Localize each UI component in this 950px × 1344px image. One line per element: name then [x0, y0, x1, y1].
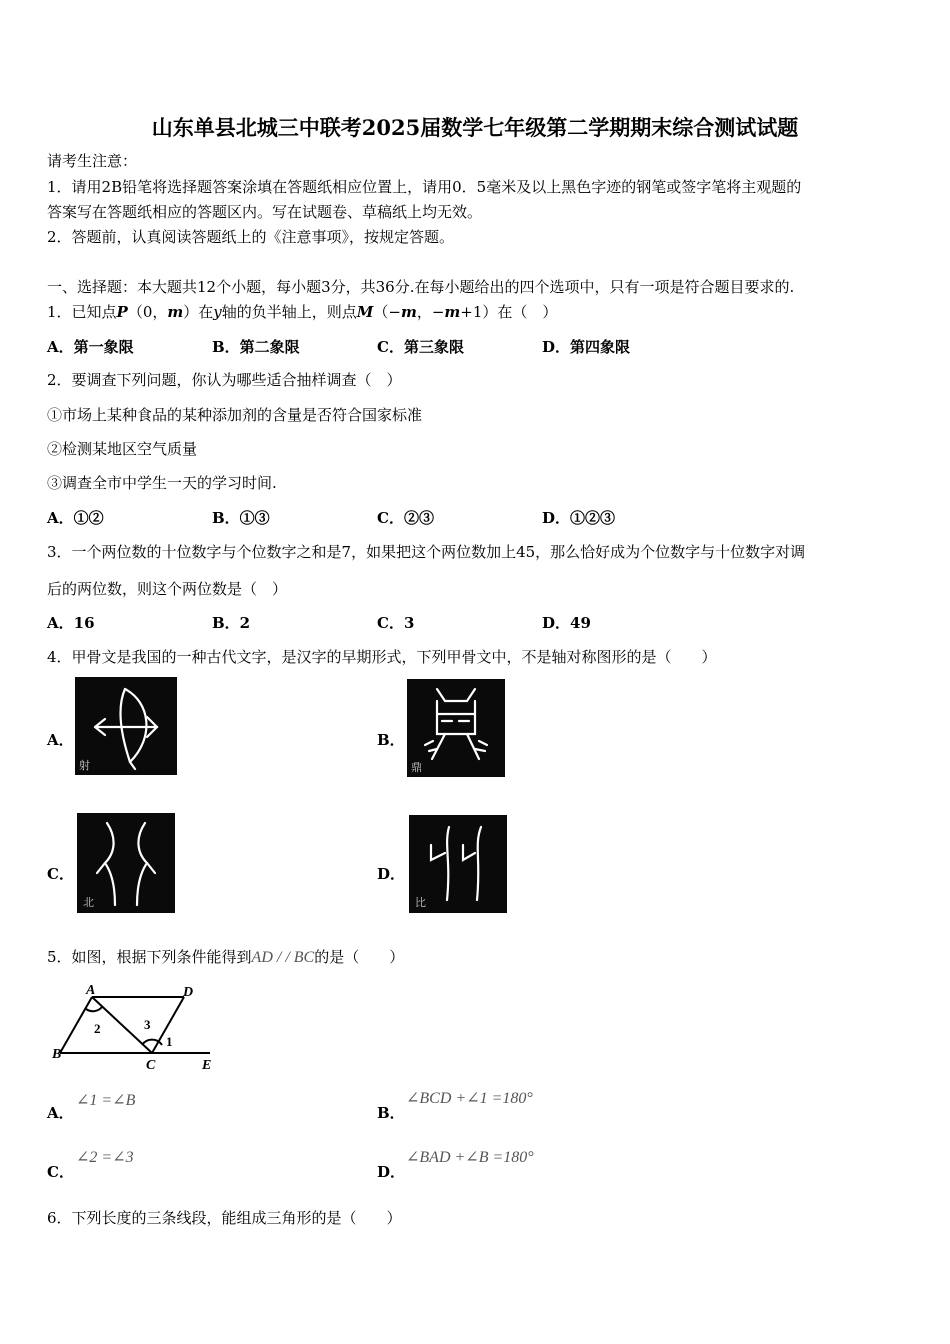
section-heading: 一、选择题：本大题共12个小题，每小题3分，共36分.在每小题给出的四个选项中，只有一项是符合题目要求的. — [47, 278, 795, 296]
q4-option-d-caption: 比 — [415, 896, 426, 909]
q1-text: 1．已知点 — [47, 303, 117, 321]
bow-arrow-glyph-icon — [75, 677, 177, 775]
q5-option-a[interactable]: ∠1 =∠B — [76, 1092, 136, 1109]
label-angle-2: 2 — [94, 1021, 101, 1036]
q5-option-b-label[interactable]: B． — [377, 1104, 405, 1122]
q2-option-a[interactable]: A．①② — [47, 509, 104, 527]
q1-option-d[interactable]: D．第四象限 — [542, 338, 631, 356]
q2-option-c[interactable]: C．②③ — [377, 509, 434, 527]
q1-text: +1）在（ ） — [460, 303, 558, 321]
q5-expression: AD / / BC — [251, 949, 315, 966]
q1-var-p: P — [116, 303, 128, 321]
q2-option-b[interactable]: B．①③ — [212, 509, 270, 527]
question-2-stem: 2．要调查下列问题，你认为哪些适合抽样调查（ ） — [47, 371, 402, 389]
q1-var-m-point: M — [356, 303, 374, 321]
q1-var-y: y — [213, 303, 222, 321]
q1-text: （0， — [127, 303, 168, 321]
q1-text: 轴的负半轴上，则点 — [221, 303, 357, 321]
question-5-stem — [47, 947, 404, 968]
q4-option-d-oracle-image[interactable] — [409, 815, 507, 913]
q5-text: 5．如图，根据下列条件能得到 — [47, 948, 252, 966]
question-4-stem: 4．甲骨文是我国的一种古代文字，是汉字的早期形式，下列甲骨文中，不是轴对称图形的是（ ） — [47, 648, 717, 666]
angle-2-arc — [86, 1007, 102, 1011]
q1-option-c[interactable]: C．第三象限 — [377, 338, 464, 356]
q4-option-a-caption: 射 — [79, 759, 90, 772]
q1-option-b[interactable]: B．第二象限 — [212, 338, 300, 356]
q5-option-b[interactable]: ∠BCD +∠1 =180° — [406, 1090, 533, 1107]
question-1-stem — [47, 302, 557, 322]
q4-option-a-oracle-image[interactable] — [75, 677, 177, 775]
q1-text: （− — [373, 303, 401, 321]
page-title: 山东单县北城三中联考2025届数学七年级第二学期期末综合测试试题 — [151, 115, 799, 140]
q2-item-3: ③调查全市中学生一天的学习时间. — [47, 474, 277, 492]
q1-text: ，− — [416, 303, 445, 321]
q4-option-b-oracle-image[interactable] — [407, 679, 505, 777]
q2-item-1: ①市场上某种食品的某种添加剂的含量是否符合国家标准 — [47, 406, 423, 424]
q3-option-d[interactable]: D．49 — [542, 614, 591, 632]
q1-var-m: m — [167, 303, 184, 321]
q5-figure — [48, 983, 220, 1073]
q3-option-c[interactable]: C．3 — [377, 614, 415, 632]
q3-option-a[interactable]: A．16 — [47, 614, 95, 632]
label-a: A — [86, 983, 96, 998]
q5-option-a-label[interactable]: A． — [47, 1104, 74, 1122]
q4-option-a-label[interactable]: A． — [47, 731, 74, 749]
q2-option-d[interactable]: D．①②③ — [542, 509, 616, 527]
q4-option-d-label[interactable]: D． — [377, 865, 406, 883]
q4-option-b-label[interactable]: B． — [377, 731, 405, 749]
q4-option-b-caption: 鼎 — [411, 761, 422, 774]
q3-option-b[interactable]: B．2 — [212, 614, 251, 632]
q5-option-c[interactable]: ∠2 =∠3 — [76, 1149, 134, 1166]
segment-ab — [60, 997, 92, 1053]
q4-option-c-caption: 北 — [83, 896, 94, 909]
question-3-line-1: 3．一个两位数的十位数字与个位数字之和是7，如果把这个两位数加上45，那么恰好成为个位数字与十位数字对调 — [47, 543, 806, 561]
q5-text: 的是（ ） — [314, 948, 405, 966]
q4-option-c-label[interactable]: C． — [47, 865, 74, 883]
question-6-stem: 6．下列长度的三条线段，能组成三角形的是（ ） — [47, 1209, 402, 1227]
question-3-line-2: 后的两位数，则这个两位数是（ ） — [47, 580, 288, 598]
label-b: B — [52, 1047, 62, 1062]
q5-option-d-label[interactable]: D． — [377, 1163, 406, 1181]
q4-option-c-oracle-image[interactable] — [77, 813, 175, 913]
parallelogram-diagram — [48, 983, 220, 1073]
notice-heading: 请考生注意： — [47, 152, 138, 170]
q2-item-2: ②检测某地区空气质量 — [47, 440, 198, 458]
q5-option-c-label[interactable]: C． — [47, 1163, 74, 1181]
notice-line-1: 1．请用2B铅笔将选择题答案涂填在答题纸相应位置上，请用0．5毫米及以上黑色字迹的钢笔或签字笔将主观题的 — [47, 178, 802, 196]
label-angle-1: 1 — [166, 1034, 173, 1049]
label-angle-3: 3 — [144, 1017, 151, 1032]
q1-var-m: m — [444, 303, 461, 321]
label-d: D — [183, 985, 194, 1000]
q5-option-d[interactable]: ∠BAD +∠B =180° — [406, 1149, 534, 1166]
q1-var-m: m — [400, 303, 417, 321]
q1-text: ）在 — [183, 303, 214, 321]
q1-option-a[interactable]: A．第一象限 — [47, 338, 134, 356]
notice-line-3: 2．答题前，认真阅读答题纸上的《注意事项》，按规定答题。 — [47, 228, 455, 246]
label-c: C — [146, 1058, 156, 1073]
label-e: E — [202, 1058, 212, 1073]
notice-line-2: 答案写在答题纸相应的答题区内。写在试题卷、草稿纸上均无效。 — [47, 203, 483, 221]
